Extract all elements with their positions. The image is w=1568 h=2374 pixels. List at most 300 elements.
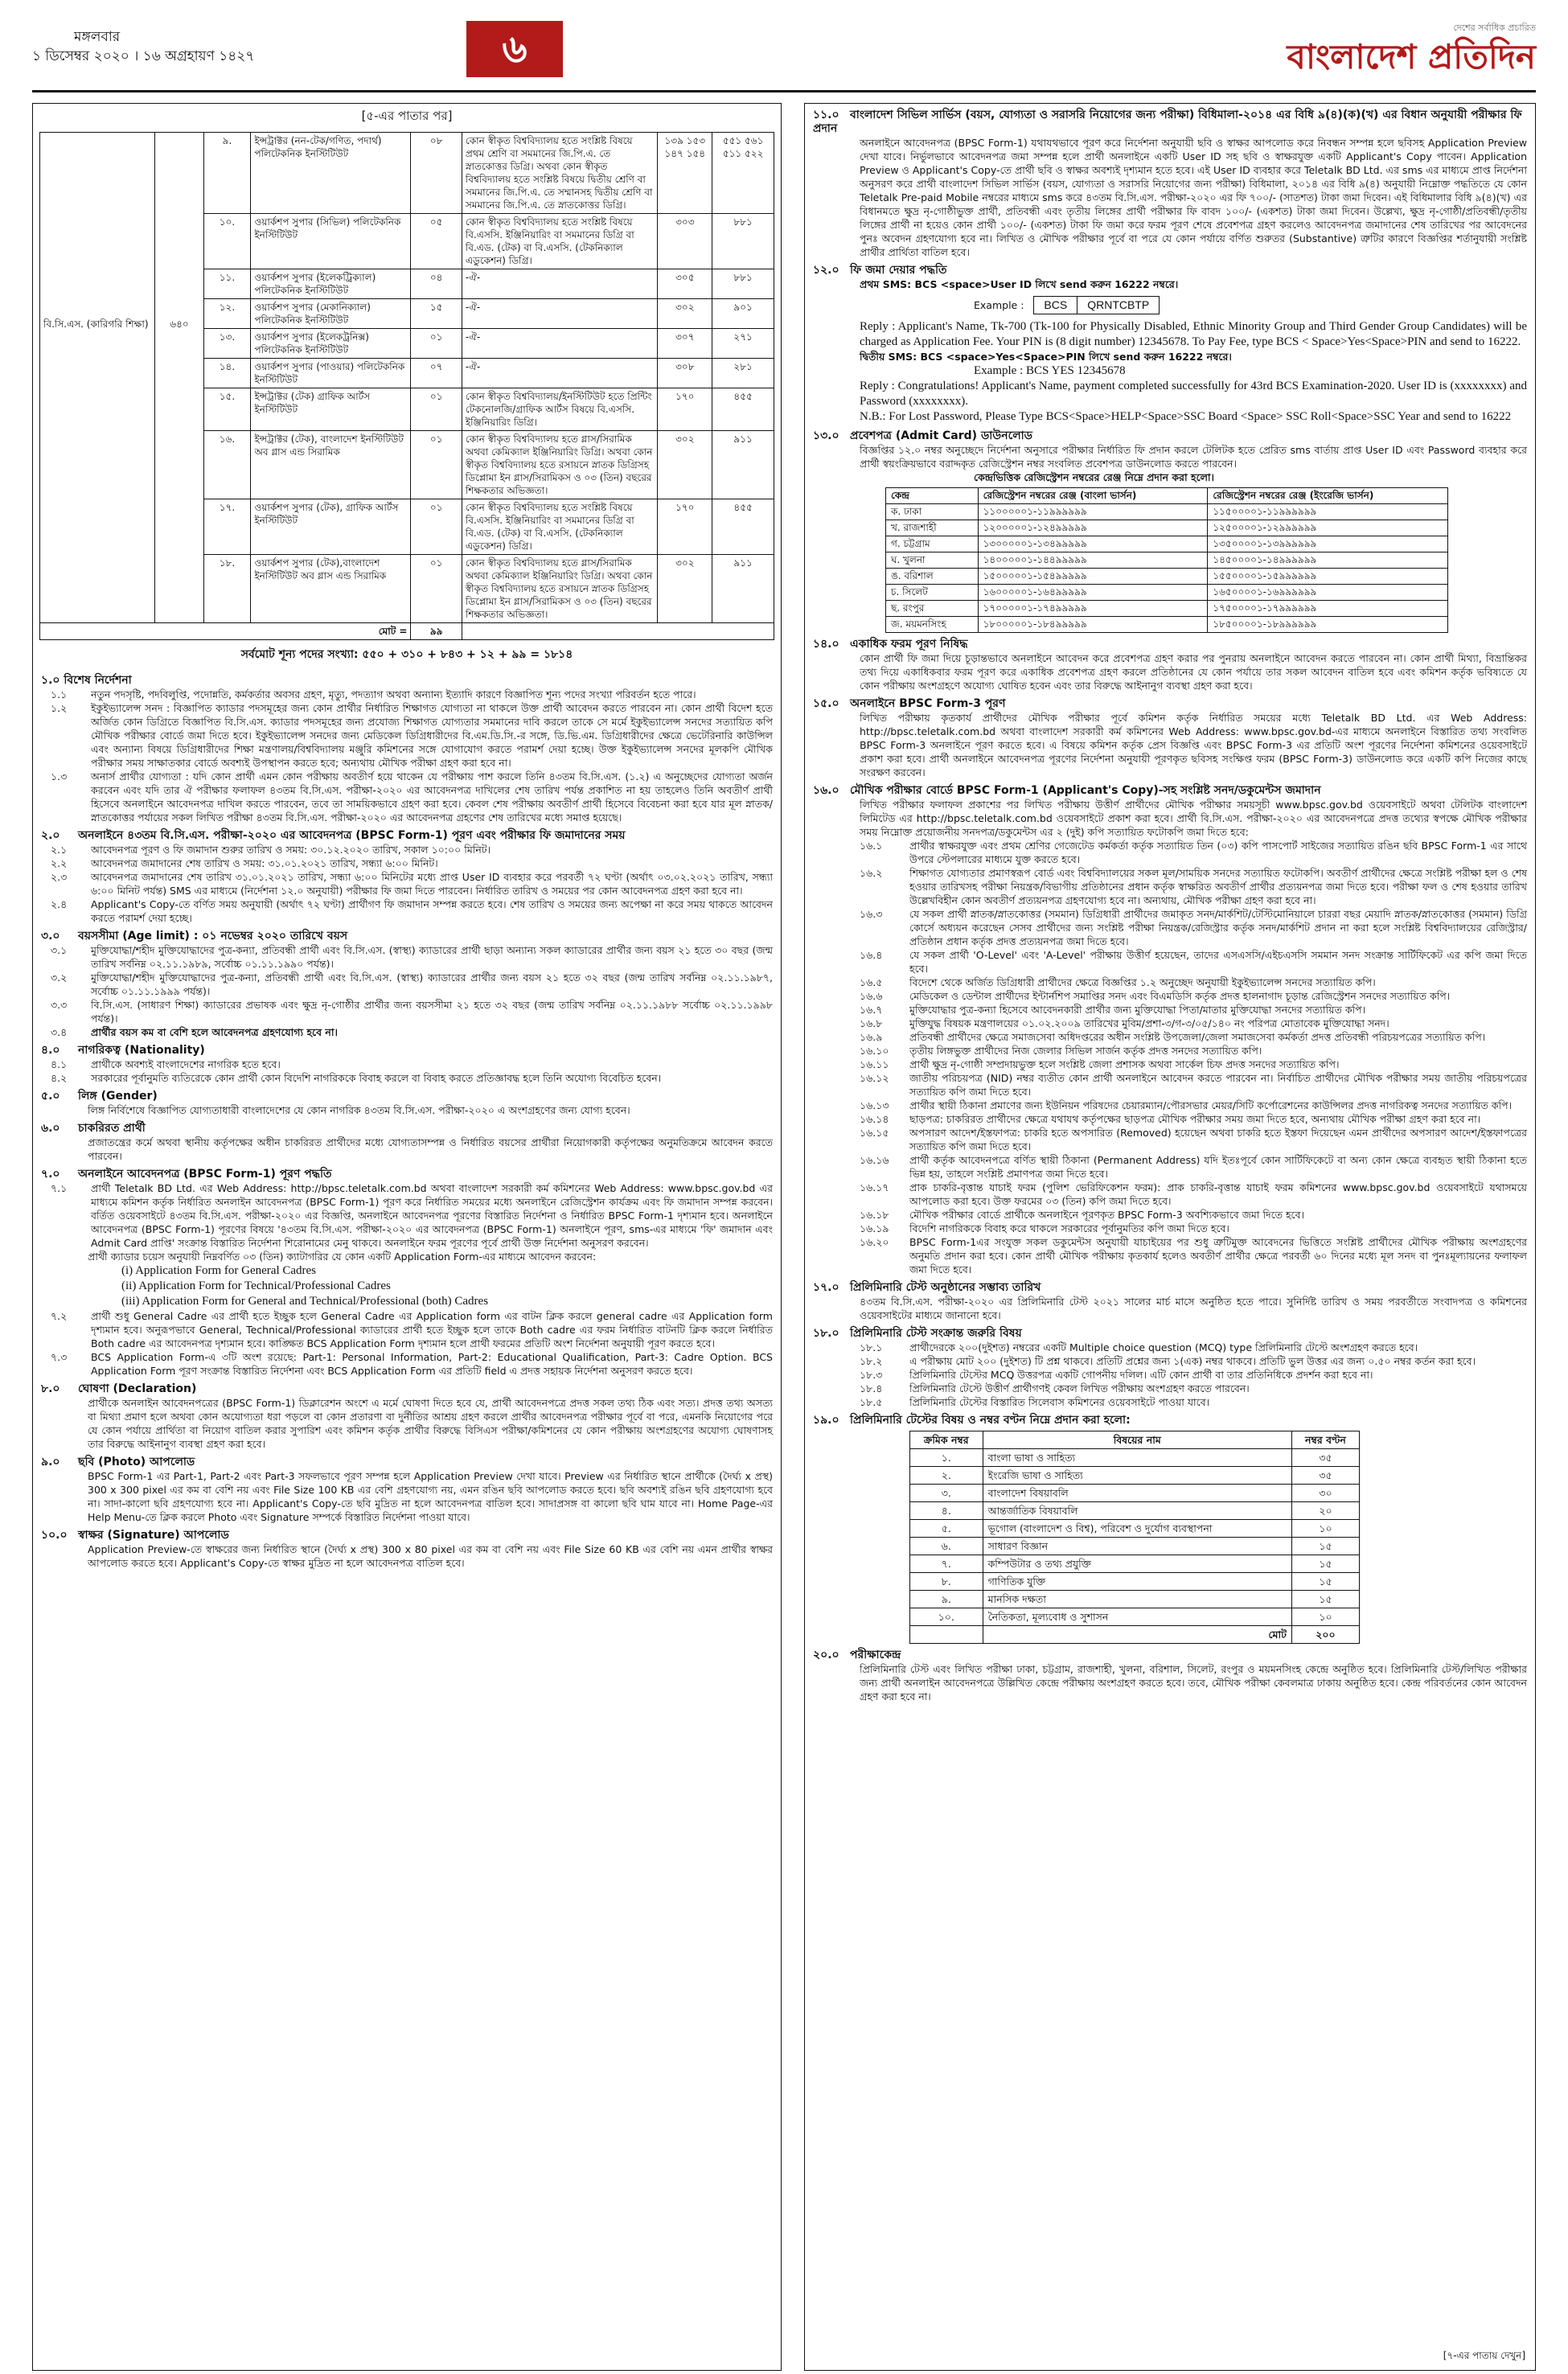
subject-cell: নৈতিকতা, মূল্যবোধ ও সুশাসন <box>983 1608 1291 1626</box>
table-row <box>886 552 1448 569</box>
qualification-cell: কোন স্বীকৃত বিশ্ববিদ্যালয়/ইনস্টিটিউট হতে প্রিন্টিং টেকনোলজি/গ্রাফিক আর্টস বিষয়ে বি.এসসি. ইঞ্জিনিয়ারিং ডিগ্রি। <box>462 388 658 431</box>
example-code-2: QRNTCBTP <box>1077 296 1160 314</box>
list-item <box>813 1235 1527 1276</box>
section-heading: অনলাইনে BPSC Form-3 পূরণ <box>850 697 1006 710</box>
subject-cell: ৮. <box>910 1573 983 1591</box>
cadre-name: বি.সি.এস. (কারিগরি শিক্ষা) <box>43 318 149 330</box>
item-text: প্রিলিমিনারি টেস্টের বিস্তারিত সিলেবাস কমিশনের ওয়েবসাইটে পাওয়া যাবে। <box>909 1396 1210 1408</box>
right-column <box>804 103 1536 2371</box>
item-text: BPSC Form-1এর সংযুক্ত সকল ডকুমেন্টস অনুযায়ী যাচাইয়ের পর শুধু ত্রুটিমুক্ত আবেদনের ভিত্তিতে সংশ্লিষ্ট প্রার্থীদের মৌখিক পরীক্ষায় অংশগ্রহণের অনুমতি প্রদান করা হবে। কোন প্রার্থী মৌখিক পরীক্ষায় কৃতকার্য হলেও অবতীর্ণ প্রার্থীর ক্ষেত্রে পরবর্তী ৬০ দিনের মধ্যে মূল সনদ বা পুনঃমূল্যায়নের ফলাফল জমা দিতে হবে। <box>909 1236 1527 1275</box>
post-count-cell: ০১ <box>411 388 462 431</box>
item-number: ১৬.২০ <box>860 1236 889 1248</box>
list-item <box>813 1153 1527 1181</box>
range-cell: ঘ. খুলনা <box>886 552 979 569</box>
subject-cell: বাংলা ভাষা ও সাহিত্য <box>983 1449 1291 1467</box>
item-text: ছাড়পত্র: চাকরিরত প্রার্থীদের ক্ষেত্রে যথাযথ কর্তৃপক্ষের ছাড়পত্র মৌখিক পরীক্ষার সময় জমা দিতে হবে, অন্যথায় মৌখিক পরীক্ষা গ্রহণ করা হবে না। <box>909 1113 1481 1125</box>
list-item <box>813 1126 1527 1153</box>
page-number-badge: ৬ <box>466 21 563 77</box>
section-heading: একাধিক ফরম পূরণ নিষিদ্ধ <box>850 638 968 651</box>
subtotal-row <box>40 623 774 640</box>
item-text: প্রার্থীর স্থায়ী ঠিকানা প্রমাণের জন্য ইউনিয়ন পরিষদের চেয়ারম্যান/পৌরসভার মেয়র/সিটি কর্পোরেশনের কাউন্সিলর প্রদত্ত নাগরিকত্ব সনদের সত্যায়িত কপি। <box>909 1099 1513 1111</box>
range-cell: ১৪৫০০০০১-১৪৯৯৯৯৯৯ <box>1208 552 1448 569</box>
item-number: ১৬.১০ <box>860 1045 889 1057</box>
range-cell: ১৩০০০০০১-১৩৪৯৯৯৯৯ <box>978 536 1208 552</box>
qualification-cell: কোন স্বীকৃত বিশ্ববিদ্যালয় হতে সংশ্লিষ্ট বিষয়ে বি.এসসি. ইঞ্জিনিয়ারিং বা সমমানের ডিগ্রি বা বি.এড. (টেক) বা বি.এসসি. (টেকনিক্যাল এডুকেশন) ডিগ্রি। <box>462 214 658 269</box>
range-cell: ক. ঢাকা <box>886 504 979 520</box>
para-14: কোন প্রার্থী ফি জমা দিয়ে চূড়ান্তভাবে অনলাইনে আবেদন করে প্রবেশপত্র গ্রহণ করার পর পুনরায় অনলাইনে আবেদন করতে পারবেন না। কোন প্রার্থী মিথ্যা, বিভ্রান্তিকর তথ্য দিয়ে একাধিকবার ফরম পূরণ করে একাধিক প্রবেশপত্র গ্রহণ করলে প্রতিষ্ঠানের যে কোন পর্যায়ে তার সকল আবেদন বাতিল হবে এবং কমিশন কর্তৃক ভবিষ্যতে যে কোন পরীক্ষায় অংশগ্রহণে অযোগ্য ঘোষিত হবেন এবং তার বিরুদ্ধে আইনানুগ ব্যবস্থা গ্রহণ করা হবে। <box>860 652 1527 692</box>
code-b-cell: ৫৫১ ৫৬১ ৫১১ ৫২২ <box>712 133 774 214</box>
para-3-4: প্রার্থীর বয়স কম বা বেশি হলে আবেদনপত্র গ্রহণযোগ্য হবে না। <box>91 1026 338 1038</box>
date-line: ১ ডিসেম্বর ২০২০ । ১৬ অগ্রহায়ণ ১৪২৭ <box>32 48 255 64</box>
code-b-cell: ৯১১ <box>712 431 774 499</box>
post-count-cell: ০১ <box>411 329 462 359</box>
post-count-cell: ০৫ <box>411 214 462 269</box>
item-number: ১৬.১৪ <box>860 1113 889 1125</box>
list-item <box>813 1354 1527 1368</box>
para-7-3: BCS Application Form-এ ৩টি অংশ রয়েছে: Part-1: Personal Information, Part-2: Educational Qualification, Part-3: Cadre Option. BCS Application Form পূরণ সংক্রান্ত বিস্তারিত নির্দেশনা এবং BCS Application Form এর প্রতিটি field এ প্রদত্ত সহায়ক নির্দেশনা অনুসরণ করতে হবে। <box>91 1351 773 1377</box>
serial-cell: ১০. <box>203 214 251 269</box>
cadre-name-cell <box>40 133 155 623</box>
code-b-cell: ৪৫৫ <box>712 388 774 431</box>
post-count-cell: ০১ <box>411 555 462 623</box>
form-option: (ii) Application Form for Technical/Professional Cadres <box>121 1279 391 1292</box>
code-a-cell: ৩০২ <box>658 299 712 329</box>
item-number: ১৬.৩ <box>860 908 883 920</box>
lost-password-note: N.B.: For Lost Password, Please Type BCS<Space>HELP<Space>SSC Board <Space> SSC Roll<Space>SSC Year and send to 16222 <box>860 410 1512 423</box>
code-a-cell: ৩০৭ <box>658 329 712 359</box>
post-count-cell: ০৭ <box>411 359 462 388</box>
subject-cell: ১০ <box>1291 1520 1359 1538</box>
para-16: লিখিত পরীক্ষার ফলাফল প্রকাশের পর লিখিত পরীক্ষায় উত্তীর্ণ প্রার্থীদের মৌখিক পরীক্ষার সময়সূচী www.bpsc.gov.bd ওয়েবসাইটে অথবা টেলিটক বাংলাদেশ লিমিটেড এর http://bpsc.teletalk.com.bd ওয়েবসাইটে প্রকাশ করা হবে। প্রার্থী বি.সি.এস. পরীক্ষা-২০২০ এর আবেদনপত্রে প্রদত্ত তথ্যের স্বপক্ষে মৌখিক পরীক্ষার সময় নিম্নোক্ত প্রয়োজনীয় সনদপত্র/ডকুমেন্টস এর ২ (দুই) কপি সত্যায়িত ফটোকপি জমা দিতে হবে: <box>860 799 1527 838</box>
section-heading: নাগরিকত্ব (Nationality) <box>78 1044 205 1057</box>
item-number: ১৮.১ <box>860 1341 883 1353</box>
section-heading: ১.০ বিশেষ নির্দেশনা <box>41 674 132 687</box>
document-list <box>813 839 1527 1276</box>
table-row <box>886 617 1448 633</box>
subject-cell: গাণিতিক যুক্তি <box>983 1573 1291 1591</box>
second-sms: দ্বিতীয় SMS: BCS <space>Yes<Space>PIN লিখে send করুন 16222 নম্বরে। <box>860 351 1232 363</box>
para-13: বিজ্ঞপ্তির ১২.০ নম্বর অনুচ্ছেদে নির্দেশনা অনুসারে পরীক্ষার নির্ধারিত ফি প্রদান করলে টেলিটক হতে প্রেরিত sms বার্তায় প্রাপ্ত User ID এবং Password ব্যবহার করে প্রার্থী স্বয়ংক্রিয়ভাবে বরাদ্দকৃত রেজিস্ট্রেশন নম্বর সংবলিত প্রবেশপত্র ডাউনলোড করতে পারবেন। <box>860 444 1527 470</box>
para-2-2: আবেদনপত্র জমাদানের শেষ তারিখ ও সময়: ৩১.০১.২০২১ তারিখ, সন্ধ্যা ৬:০০ মিনিট। <box>91 857 438 869</box>
post-name-cell: ইন্সট্রাক্টর (টেক) গ্রাফিক আর্টস ইনস্টিটিউট <box>251 388 411 431</box>
subject-cell: ৪. <box>910 1502 983 1520</box>
logo-tagline: দেশের সর্বাধিক প্রচারিত <box>1453 23 1536 33</box>
sms-reply-1: Reply : Applicant's Name, Tk-700 (Tk-100 for Physically Disabled, Ethnic Minority Group and Third Gender Group Candidates) will be charged as Application Fee. Your PIN is (8 digit number) 12345678. To Pay Fee, type BCS < Space>Yes<Space>PIN and send to 16222. <box>860 320 1527 348</box>
section-heading: ছবি (Photo) আপলোড <box>78 1456 195 1468</box>
table-row <box>886 601 1448 617</box>
para-4-2: সরকারের পূর্বানুমতি ব্যতিরেকে কোন প্রার্থী কোন বিদেশি নাগরিককে বিবাহ করলে বা বিবাহ করতে প্রতিজ্ঞাবদ্ধ হলে তিনি অযোগ্য বিবেচিত হবেন। <box>91 1072 662 1084</box>
range-cell: চ. সিলেট <box>886 585 979 601</box>
range-cell: গ. চট্টগ্রাম <box>886 536 979 552</box>
serial-cell: ১৪. <box>203 359 251 388</box>
post-count-cell: ১৫ <box>411 299 462 329</box>
subject-cell: ৯. <box>910 1591 983 1608</box>
subtotal-value: ৯৯ <box>411 623 462 640</box>
list-item <box>813 1395 1527 1409</box>
item-number: ১৬.১১ <box>860 1058 889 1070</box>
post-count-cell: ০৮ <box>411 133 462 214</box>
range-cell: ছ. রংপুর <box>886 601 979 617</box>
range-cell: ১৫০০০০০১-১৫৪৯৯৯৯৯ <box>978 569 1208 585</box>
code-a-cell: ৩০৫ <box>658 269 712 299</box>
item-text: অপসারণ আদেশ/ইস্তফাপত্র: চাকরি হতে অপসারিত (Removed) হয়েছেন অথবা চাকরি হতে ইস্তফা দিয়েছেন এমন প্রার্থীদের অপসারণ আদেশ/ইস্তফাপত্রের সত্যায়িত কপি জমা দিতে হবে। <box>909 1127 1527 1152</box>
code-b-cell: ২৮১ <box>712 359 774 388</box>
para-8: প্রার্থীকে অনলাইন আবেদনপত্রের (BPSC Form-1) ডিক্লারেশন অংশে এ মর্মে ঘোষণা দিতে হবে যে, প্রার্থী আবেদনপত্রে প্রদত্ত সকল তথ্য ঠিক এবং সত্য। প্রদত্ত তথ্য অসত্য বা মিথ্যা প্রমাণ হলে অথবা কোন অযোগ্যতা ধরা পড়লে বা কোন প্রতারণা বা দুর্নীতির আশ্রয় গ্রহণ করলে প্রার্থীর আবেদনপত্র পরীক্ষার পূর্বে বা পরে, এমনকি নিয়োগের পরে যে কোন পর্যায়ে প্রার্থিতা বা নিয়োগ বাতিল করার সুপারিশ এবং কমিশন কর্তৃক প্রার্থীর বিরুদ্ধে বিসিএস পরীক্ষা/কমিশনের যে কোন পরীক্ষায় অংশগ্রহণের অযোগ্য ঘোষণাসহ তার বিরুদ্ধে আইনানুগ ব্যবস্থা গ্রহণ করা হবে। <box>88 1397 773 1450</box>
item-number: ১৬.১৩ <box>860 1099 889 1111</box>
sms-example <box>813 296 1527 314</box>
subject-column-header: ক্রমিক নম্বর <box>910 1431 983 1449</box>
qualification-cell: কোন স্বীকৃত বিশ্ববিদ্যালয় হতে গ্লাস/সিরামিক অথবা কেমিক্যাল ইঞ্জিনিয়ারিং ডিগ্রি। অথবা কোন স্বীকৃত বিশ্ববিদ্যালয় হতে রসায়নে স্নাতক ডিগ্রিসহ ডিপ্লোমা ইন গ্লাস/সিরামিকস ও ০৩ (তিন) বছরের শিক্ষকতার অভিজ্ঞতা। <box>462 431 658 499</box>
item-number: ১৬.২ <box>860 867 883 879</box>
serial-cell: ৯. <box>203 133 251 214</box>
prelim-list <box>813 1341 1527 1409</box>
para-17: ৪৩তম বি.সি.এস. পরীক্ষা-২০২০ এর প্রিলিমিনারি টেস্ট ২০২১ সালের মার্চ মাসে অনুষ্ঠিত হতে পারে। সুনির্দিষ্ট তারিখ ও সময় পরবর্তীতে সংবাদপত্র ও কমিশনের ওয়েবসাইটের মাধ্যমে জানানো হবে। <box>860 1296 1527 1321</box>
serial-cell: ১৭. <box>203 499 251 555</box>
masthead <box>32 21 1536 85</box>
range-cell: ১৩৫০০০০১-১৩৯৯৯৯৯৯ <box>1208 536 1448 552</box>
subject-total-value: ২০০ <box>1291 1626 1359 1644</box>
item-text: প্রার্থীদেরকে ২০০(দুইশত) নম্বরের একটি Multiple choice question (MCQ) type প্রিলিমিনারি টেস্টে অংশগ্রহণ করতে হবে। <box>909 1341 1418 1353</box>
subject-cell: সাধারণ বিজ্ঞান <box>983 1538 1291 1555</box>
range-cell: ১১০০০০০১-১১৯৯৯৯৯৯ <box>978 504 1208 520</box>
item-number: ১৮.৫ <box>860 1396 883 1408</box>
para-2-1: আবেদনপত্র পূরণ ও ফি জমাদান শুরুর তারিখ ও সময়: ৩০.১২.২০২০ তারিখ, সকাল ১০:০০ মিনিট। <box>91 844 491 856</box>
post-name-cell: ইন্সট্রাক্টর (টেক), বাংলাদেশ ইনস্টিটিউট অব গ্লাস এন্ড সিরামিক <box>251 431 411 499</box>
subject-cell: কম্পিউটার ও তথ্য প্রযুক্তি <box>983 1555 1291 1573</box>
post-name-cell: ওয়ার্কশপ সুপার (টেক), গ্রাফিক আর্টস ইনস্টিটিউট <box>251 499 411 555</box>
subject-column-header: বিষয়ের নাম <box>983 1431 1291 1449</box>
post-name-cell: ওয়ার্কশপ সুপার (মেকানিক্যাল) পলিটেকনিক ইনস্টিটিউট <box>251 299 411 329</box>
list-item <box>813 1208 1527 1222</box>
para-7-list-intro: প্রার্থী ক্যাডার চয়েস অনুযায়ী নিম্নবর্ণিত ০৩ (তিন) ক্যাটাগরির যে কোন একটি Application Form-এর মাধ্যমে আবেদন করবেন: <box>88 1251 597 1263</box>
list-item <box>813 1368 1527 1382</box>
item-text: বিদেশি নাগরিককে বিবাহ করে থাকলে সরকারের পূর্বানুমতির কপি জমা দিতে হবে। <box>909 1222 1229 1234</box>
serial-cell: ১২. <box>203 299 251 329</box>
form-option: (iii) Application Form for General and Technical/Professional (both) Cadres <box>121 1295 489 1308</box>
subtotal-empty <box>462 623 774 640</box>
table-row <box>910 1591 1360 1608</box>
subject-marks-table <box>909 1431 1360 1644</box>
subject-cell: ৩৫ <box>1291 1467 1359 1485</box>
para-3-2: মুক্তিযোদ্ধা/শহীদ মুক্তিযোদ্ধাদের পুত্র-কন্যা, প্রতিবন্ধী প্রার্থী এবং বি.সি.এস. (স্বাস্থ্য) ক্যাডারের প্রার্থীর জন্য বয়স ২১ হতে ৩২ বছর (জন্ম তারিখ সর্বনিম্ন ০২.১১.১৯৮৭, সর্বোচ্চ ০১.১১.১৯৯৯ পর্যন্ত)। <box>91 971 773 997</box>
section-heading: প্রিলিমিনারি টেস্ট সংক্রান্ত জরুরি বিষয় <box>850 1327 1022 1340</box>
para-6: প্রজাতন্ত্রের কর্মে অথবা স্থানীয় কর্তৃপক্ষের অধীন চাকরিরত প্রার্থীদের মধ্যে যোগ্যতাসম্পন্ন ও নির্ধারিত বয়সের প্রার্থীরা নিয়োগকারী কর্তৃপক্ষের অনুমতিক্রমে আবেদন করতে পারবেন। <box>88 1136 773 1162</box>
subject-cell: ১৫ <box>1291 1591 1359 1608</box>
list-item <box>813 907 1527 948</box>
section-heading: বাংলাদেশ সিভিল সার্ভিস (বয়স, যোগ্যতা ও সরাসরি নিয়োগের জন্য পরীক্ষা) বিধিমালা-২০১৪ এর বিধি ৯(৪)(ক)(খ) এর বিধান অনুযায়ী পরীক্ষার ফি প্রদান <box>813 109 1522 135</box>
item-number: ১৬.৮ <box>860 1017 883 1029</box>
para-1-1: নতুন পদসৃষ্টি, পদবিলুপ্তি, পদোন্নতি, কর্মকর্তার অবসর গ্রহণ, মৃত্যু, পদত্যাগ অথবা অন্যান্য ইত্যাদি কারণে বিজ্ঞাপিত শূন্য পদের সংখ্যা পরিবর্তন হতে পারে। <box>91 688 696 700</box>
range-cell: ১৮০০০০০১-১৮৪৯৯৯৯৯ <box>978 617 1208 633</box>
table-row <box>886 504 1448 520</box>
first-sms: প্রথম SMS: BCS <space>User ID লিখে send করুন 16222 নম্বরে। <box>860 278 1179 290</box>
item-text: এ পরীক্ষায় মোট ২০০ (দুইশত) টি প্রশ্ন থাকবে। প্রতিটি প্রশ্নের জন্য ১(এক) নম্বর থাকবে। প্রতিটি ভুল উত্তর এর জন্য ০.৫০ নম্বর কর্তন করা হবে। <box>909 1355 1476 1367</box>
section-heading: স্বাক্ষর (Signature) আপলোড <box>78 1529 229 1542</box>
list-item <box>813 1181 1527 1208</box>
table-row <box>886 520 1448 536</box>
item-text: যে সকল প্রার্থী 'O-Level' এবং 'A-Level' পরীক্ষায় উত্তীর্ণ হয়েছেন, তাদের এসএসসি/এইচএসসি সমমান সনদ সংক্রান্ত সার্টিফিকেট এর কপি জমা দিতে হবে। <box>909 949 1527 975</box>
range-column-header: কেন্দ্র <box>886 488 979 504</box>
section-heading: প্রিলিমিনারি টেস্ট অনুষ্ঠানের সম্ভাব্য তারিখ <box>850 1281 1041 1294</box>
range-cell: জ. ময়মনসিংহ <box>886 617 979 633</box>
section-heading: ঘোষণা (Declaration) <box>78 1382 197 1395</box>
item-text: প্রিলিমিনারি টেস্টের MCQ উত্তরপত্র একটি গোপনীয় দলিল। এটি কোন প্রার্থী বা তার প্রতিনিধিকে প্রদর্শন করা হবে না। <box>909 1369 1373 1381</box>
range-cell: ১২৫০০০০১-১২৯৯৯৯৯৯ <box>1208 520 1448 536</box>
section-heading: অনলাইনে ৪৩তম বি.সি.এস. পরীক্ষা-২০২০ এর আবেদনপত্র (BPSC Form-1) পূরণ এবং পরীক্ষার ফি জমাদানের সময় <box>78 829 626 842</box>
list-item <box>813 1341 1527 1354</box>
para-1-2: ইকুইভ্যালেন্স সনদ : বিজ্ঞাপিত ক্যাডার পদসমূহের জন্য কোন প্রার্থীর নির্ধারিত শিক্ষাগত যোগ্যতা না থাকলে উক্ত প্রার্থী আবেদন করতে পারবেন না। কোন প্রার্থী বিদেশ হতে অর্জিত কোন ডিগ্রিতে বিজ্ঞাপিত বি.সি.এস. ক্যাডার পদসমূহের জন্য প্রযোজ্য শিক্ষাগত যোগ্যতার সমমানের দাবি করলে তাকে সে মর্মে ইকুইভ্যালেন্স সনদের সত্যায়িত কপি মৌখিক পরীক্ষার বোর্ডে জমা দিতে হবে। ইকুইভ্যালেন্স সনদের জন্য মেডিকেল ডিগ্রিধারীদের বি.এম.ডি.সি.-র সঙ্গে, ডি.ভি.এম. ডিগ্রিধারীদের ক্ষেত্রে ভেটেরিনারি কাউন্সিল এবং অন্যান্য বিষয়ে ডিগ্রিধারীদের শিক্ষা মন্ত্রণালয়/বিশ্ববিদ্যালয় মঞ্জুরি কমিশনের সঙ্গে যোগাযোগ করতে পরামর্শ দেয়া হচ্ছে। উক্ত ইকুইভ্যালেন্স সনদের মূলকপি মৌখিক পরীক্ষার সময় সাক্ষাতকার বোর্ডে অবশ্যই উপস্থাপন করতে হবে; অন্যথায় মৌখিক পরীক্ষা গ্রহণ করা হবে না। <box>91 702 773 769</box>
subject-cell: ২০ <box>1291 1502 1359 1520</box>
registration-range-table <box>885 487 1448 633</box>
section-heading: অনলাইনে আবেদনপত্র (BPSC Form-1) পূরণ পদ্ধতি <box>78 1168 332 1181</box>
para-3-1: মুক্তিযোদ্ধা/শহীদ মুক্তিযোদ্ধাদের পুত্র-কন্যা, প্রতিবন্ধী প্রার্থী এবং বি.সি.এস. (স্বাস্থ্য) ক্যাডারের প্রার্থী ছাড়া অন্যান্য সকল ক্যাডারের প্রার্থীর জন্য বয়স ২১ হতে ৩০ বছর (জন্ম তারিখ সর্বনিম্ন ০২.১১.১৯৮৯, সর্বোচ্চ ০১.১১.১৯৯০ পর্যন্ত)। <box>91 944 773 970</box>
section-heading: লিঙ্গ (Gender) <box>78 1090 158 1103</box>
item-text: তৃতীয় লিঙ্গভুক্ত প্রার্থীদের নিজ জেলার সিভিল সার্জন কর্তৃক প্রদত্ত সনদের সত্যায়িত কপি। <box>909 1045 1262 1057</box>
subject-cell: মানসিক দক্ষতা <box>983 1591 1291 1608</box>
code-b-cell: ৪৫৫ <box>712 499 774 555</box>
table-row <box>886 536 1448 552</box>
subject-cell: ইংরেজি ভাষা ও সাহিত্য <box>983 1467 1291 1485</box>
serial-cell: ১৫. <box>203 388 251 431</box>
qualification-cell: কোন স্বীকৃত বিশ্ববিদ্যালয় হতে সংশ্লিষ্ট বিষয়ে বি.এসসি. ইঞ্জিনিয়ারিং বা সমমানের ডিগ্রি বা বি.এড. (টেক) বা বি.এসসি. (টেকনিক্যাল এডুকেশন) ডিগ্রি। <box>462 499 658 555</box>
table-row <box>910 1449 1360 1467</box>
code-b-cell: ৯১১ <box>712 555 774 623</box>
post-name-cell: ওয়ার্কশপ সুপার (টেক),বাংলাদেশ ইনস্টিটিউট অব গ্লাস এন্ড সিরামিক <box>251 555 411 623</box>
code-a-cell: ১৩৯ ১৫৩ ১৪৭ ১৫৪ <box>658 133 712 214</box>
continued-from: [৫-এর পাতার পর] <box>361 109 453 123</box>
range-cell: ১১৫০০০০১-১১৯৯৯৯৯৯ <box>1208 504 1448 520</box>
item-number: ১৬.১৮ <box>860 1209 889 1221</box>
subject-cell: ১৫ <box>1291 1555 1359 1573</box>
table-row <box>910 1467 1360 1485</box>
subject-cell: ৭. <box>910 1555 983 1573</box>
table-row <box>910 1485 1360 1502</box>
item-number: ১৮.৪ <box>860 1382 883 1394</box>
range-cell: খ. রাজশাহী <box>886 520 979 536</box>
range-column-header: রেজিস্ট্রেশন নম্বরের রেঞ্জ (বাংলা ভার্সন) <box>978 488 1208 504</box>
post-name-cell: ওয়ার্কশপ সুপার (সিভিল) পলিটেকনিক ইনস্টিটিউট <box>251 214 411 269</box>
table-row <box>886 585 1448 601</box>
para-10: Application Preview-তে স্বাক্ষরের জন্য নির্ধারিত স্থানে (দৈর্ঘ্য x প্রস্থ) 300 x 80 pixel এর কম বা বেশি নয় এবং File Size 60 KB এর বেশি নয় এমন প্রার্থীর স্বাক্ষর আপলোড করতে হবে। Applicant's Copy-তে স্বাক্ষর মুদ্রিত না হলে আবেদনপত্র বাতিল হবে। <box>88 1543 773 1569</box>
subject-cell: ৩. <box>910 1485 983 1502</box>
para-4-1: প্রার্থীকে অবশ্যই বাংলাদেশের নাগরিক হতে হবে। <box>91 1058 281 1070</box>
item-number: ১৮.৩ <box>860 1369 883 1381</box>
subject-cell: আন্তর্জাতিক বিষয়াবলি <box>983 1502 1291 1520</box>
post-name-cell: ওয়ার্কশপ সুপার (পাওয়ার) পলিটেকনিক ইনস্টিটিউট <box>251 359 411 388</box>
range-table-title: কেন্দ্রভিত্তিক রেজিস্ট্রেশন নম্বরের রেঞ্জ নিম্নে প্রদান করা হলো। <box>974 471 1215 483</box>
list-item <box>813 989 1527 1003</box>
newspaper-logo <box>1287 21 1536 78</box>
subject-cell: ১৫ <box>1291 1573 1359 1591</box>
qualification-cell: কোন স্বীকৃত বিশ্ববিদ্যালয় হতে গ্লাস/সিরামিক অথবা কেমিক্যাল ইঞ্জিনিয়ারিং ডিগ্রি। অথবা কোন স্বীকৃত বিশ্ববিদ্যালয় হতে রসায়নে স্নাতক ডিগ্রিসহ ডিপ্লোমা ইন গ্লাস/সিরামিকস ও ০৩ (তিন) বছরের শিক্ষকতার অভিজ্ঞতা। <box>462 555 658 623</box>
item-number: ১৬.১৫ <box>860 1127 889 1139</box>
para-1-3: অনার্স প্রার্থীর যোগ্যতা : যদি কোন প্রার্থী এমন কোন পরীক্ষায় অবতীর্ণ হয়ে থাকেন যে পরীক্ষায় পাশ করলে তিনি ৪৩তম বি.সি.এস. (১.২) এ অনুচ্ছেদের যোগ্যতা অর্জন করবেন এবং যদি তার ঐ পরীক্ষার ফলাফল ৪৩তম বি.সি.এস. পরীক্ষা-২০২০ এর আবেদনপত্র দাখিলের শেষ তারিখ পর্যন্ত প্রকাশিত না হয় তাহলেও তিনি অবতীর্ণ প্রার্থী হিসেবে অনলাইনে আবেদনপত্র দাখিল করতে পারবেন, তবে তা সাময়িকভাবে গ্রহণ করা হবে। কেবল শেষ পরীক্ষায় অবতীর্ণ প্রার্থী হিসেবে বিবেচনা করা হবে যার মূল স্নাতক/স্নাতকোত্তর পর্যায়ের সকল লিখিত পরীক্ষা ৪৩তম বি.সি.এস. পরীক্ষা-২০২০ এর আবেদনপত্র গ্রহণের শেষ তারিখের মধ্যে সমাপ্ত হয়েছে। <box>91 770 773 824</box>
list-item <box>813 1044 1527 1058</box>
item-number: ১৬.১৬ <box>860 1154 889 1166</box>
code-a-cell: ৩০২ <box>658 431 712 499</box>
left-column <box>32 103 782 2371</box>
item-number: ১৮.২ <box>860 1355 883 1367</box>
code-a-cell: ৩০২ <box>658 555 712 623</box>
code-b-cell: ২৭১ <box>712 329 774 359</box>
subject-cell: ১. <box>910 1449 983 1467</box>
post-name-cell: ইন্সট্রাক্টর (নন-টেক/গণিত, পদার্থ) পলিটেকনিক ইনস্টিটিউট <box>251 133 411 214</box>
range-column-header: রেজিস্ট্রেশন নম্বরের রেঞ্জ (ইংরেজি ভার্সন) <box>1208 488 1448 504</box>
para-5: লিঙ্গ নির্বিশেষে বিজ্ঞাপিত যোগ্যতাধারী বাংলাদেশের যে কোন নাগরিক ৪৩তম বি.সি.এস. পরীক্ষা-২০২০ এ অংশগ্রহণের জন্য যোগ্য হবেন। <box>88 1104 630 1116</box>
grand-total: সর্বমোট শূন্য পদের সংখ্যা: ৫৫০ + ৩১০ + ৮৪৩ + ১২ + ৯৯ = ১৮১৪ <box>240 648 573 661</box>
table-row <box>910 1502 1360 1520</box>
example-code-1: BCS <box>1033 296 1077 314</box>
cadre-code-cell <box>155 133 203 623</box>
para-9: BPSC Form-1 এর Part-1, Part-2 এবং Part-3 সফলভাবে পূরণ সম্পন্ন হলে Application Preview দেখা যাবে। Preview এর নির্ধারিত স্থানে প্রার্থীকে (দৈর্ঘ্য x প্রস্থ) 300 x 300 pixel এর কম বা বেশি নয় এবং File Size 100 KB এর বেশি গ্রহণযোগ্য নয়, এমন রঙিন ছবি আপলোড করতে হবে। ছবি অবশ্যই রঙিন ছবি গ্রহণযোগ্য হবে না। সাদা-কালো ছবি গ্রহণযোগ্য হবে না। Applicant's Copy-তে ছবি মুদ্রিত না হলে আবেদনপত্র বাতিল হবে। সাদাপ্রসঙ্গ বা কালো ছবি ঘাম যাবে না। Home Page-এর Help Menu-তে ক্লিক করলে Photo এবং Signature সম্পর্কে বিস্তারিত নির্দেশনা পাওয়া যাবে। <box>88 1470 773 1523</box>
sms-example-2: Example : BCS YES 12345678 <box>974 364 1126 377</box>
subject-column-header: নম্বর বণ্টন <box>1291 1431 1359 1449</box>
section-heading: প্রিলিমিনারি টেস্টের বিষয় ও নম্বর বণ্টন নিম্নে প্রদান করা হলো: <box>850 1414 1131 1427</box>
subject-total-label: মোট <box>983 1626 1291 1644</box>
item-number: ১৬.৯ <box>860 1031 883 1043</box>
weekday: মঙ্গলবার <box>74 29 121 45</box>
continued-next: [৭-এর পাতায় দেখুন] <box>1443 2350 1525 2361</box>
list-item <box>813 839 1527 866</box>
table-row <box>910 1520 1360 1538</box>
list-item <box>813 1071 1527 1099</box>
code-b-cell: ৮৮১ <box>712 214 774 269</box>
qualification-cell: -ঐ- <box>462 359 658 388</box>
item-text: প্রার্থীর স্বাক্ষরযুক্ত এবং প্রথম শ্রেণির গেজেটেড কর্মকর্তা কর্তৃক সত্যায়িত তিন (০৩) কপি পাসপোর্ট সাইজের সত্যায়িত রঙিন ছবি BPSC Form-1 এর সাথে উপরে স্টেপলারের মাধ্যমে যুক্ত করতে হবে। <box>909 840 1527 865</box>
section-11: ১১.০ বাংলাদেশ সিভিল সার্ভিস (বয়স, যোগ্যতা ও সরাসরি নিয়োগের জন্য পরীক্ষা) বিধিমালা-২০১৪ এর বিধি ৯(৪)(ক)(খ) এর বিধান অনুযায়ী পরীক্ষার ফি প্রদান অনলাইনে আবেদনপত্র (BPSC Form-1) যথাযথভাবে পূরণ করে নির্দেশনা অনুযায়ী ছবি ও স্বাক্ষর আপলোড করে নিবন্ধন সম্পন্ন হলে ছবিসহ Application Preview দেখা যাবে। নির্ভুলভাবে আবেদনপত্র জমা সম্পন্ন হলে প্রার্থী অনলাইনে একটি User ID সহ ছবি ও স্বাক্ষরযুক্ত একটি Applicant's Copy পাবেন। Application Preview ও Applicant's Copy-তে প্রার্থী ছবি ও স্বাক্ষর অবশ্যই দৃশ্যমান হতে হবে। এই User ID ব্যবহার করে Teletalk BD Ltd. এর sms এর মাধ্যমে প্রাপ্ত নির্দেশনা অনুসরণ করে প্রার্থী বাংলাদেশ সিভিল সার্ভিস (বয়স, যোগ্যতা ও সরাসরি নিয়োগের জন্য পরীক্ষা) বিধিমালা, ২০১৪ এর বিধি ৯(৪) অনুযায়ী নিম্নোক্ত পদ্ধতিতে যে কোন Teletalk Pre-paid Mobile নম্বরের মাধ্যমে sms করে ৪৩তম বি.সি.এস. পরীক্ষা-২০২০ এর ফি ৭০০/- (সাতশত) টাকা জমা দিবেন। এই বিধিমালার বিধি ৯(৪)(খ) এর বিধানমতে ক্ষুদ্র নৃ-গোষ্ঠীভুক্ত প্রার্থী, প্রতিবন্ধী এবং তৃতীয় লিঙ্গের প্রার্থী পরীক্ষার ফি বাবদ ১০০/- (একশত) টাকা জমা দিবেন। উল্লেখ্য, ক্ষুদ্র নৃ-গোষ্ঠী/প্রতিবন্ধী/তৃতীয় লিঙ্গের প্রার্থী না হয়েও কোন প্রার্থী ১০০/- (একশত) টাকা ফি জমা করে ফরম পূরণ শেষে প্রবেশপত্র গ্রহণ করলেও আবেদনপত্র জমাদানের শেষ তারিখের পর আবেদনের পুনঃ অবেদন গ্রহণযোগ্য হবে না। লিখিত ও মৌখিক পরীক্ষার পূর্বে বা পরে যে কোন পর্যায়ে বর্ণিত শুরুতর (Substantive) ত্রুটির কারণে বিজ্ঞপ্তির শর্তানুযায়ী সংশ্লিষ্ট প্রার্থীর প্রার্থিতা বাতিল হবে। ১২.০ ফি জমা দেয়ার পদ্ধতি প্রথম SMS: BCS <space>User ID লিখে send করুন 16222 নম্বরে। Example : BCS QRNTCBTP Reply : Applicant's Name, Tk-700 (Tk-100 for Physically Disabled, Ethnic Minority Group and Third Gender Group Candidates) will be charged as Application Fee. Your PIN is (8 digit number) 12345678. To Pay Fee, type BCS < Space>Yes<Space>PIN and send to 16222. দ্বিতীয় SMS: BCS <space>Yes<Space>PIN লিখে send করুন 16222 নম্বরে। Example : BCS YES 12345678 Reply : Congratulations! Applicant's Name, payment completed successfully for 43rd BCS Examination-2020. User ID is (xxxxxxxx) and Password (xxxxxxxx). N.B.: For Lost Password, Please Type BCS<Space>HELP<Space>SSC Board <Space> SSC Roll<Space>SSC Year and send to 16222 ১৩.০ প্রবেশপত্র (Admit Card) ডাউনলোড বিজ্ঞপ্তির ১২.০ নম্বর অনুচ্ছেদে নির্দেশনা অনুসারে পরীক্ষার নির্ধারিত ফি প্রদান করলে টেলিটক হতে প্রেরিত sms বার্তায় প্রাপ্ত User ID এবং Password ব্যবহার করে প্রার্থী স্বয়ংক্রিয়ভাবে বরাদ্দকৃত রেজিস্ট্রেশন নম্বর সংবলিত প্রবেশপত্র ডাউনলোড করতে পারবেন। কেন্দ্রভিত্তিক রেজিস্ট্রেশন নম্বরের রেঞ্জ নিম্নে প্রদান করা হলো। কেন্দ্র রেজিস্ট্রেশন নম্বরের রেঞ্জ (বাংলা ভার্সন) রেজিস্ট্রেশন নম্বরের রেঞ্জ (ইংরেজি ভার্সন) ক. ঢাকা ১১০০০০০১-১১৯৯৯৯৯৯ ১১৫০০০০১-১১৯৯৯৯৯৯ খ. রাজশাহী ১২০০০০০১-১২৪৯৯৯৯৯ ১২৫০০০০১-১২৯৯৯৯৯৯ গ. চট্টগ্রাম ১৩০০০০০১-১৩৪৯৯৯৯৯ ১৩৫০০০০১-১৩৯৯৯৯৯৯ ঘ. খুলনা ১৪০০০০০১-১৪৪৯৯৯৯৯ ১৪৫০০০০১-১৪৯৯৯৯৯৯ ঙ. বরিশাল ১৫০০০০০১-১৫৪৯৯৯৯৯ ১৫৫০০০০১-১৫৯৯৯৯৯৯ চ. সিলেট ১৬০০০০০১-১৬৪৯৯৯৯৯ ১৬৫০০০০১-১৬৯৯৯৯৯৯ ছ. রংপুর ১৭০০০০০১-১৭৪৯৯৯৯৯ ১৭৫০০০০১-১৭৯৯৯৯৯৯ জ. ময়মনসিংহ ১৮০০০০০১-১৮৪৯৯৯৯৯ ১৮৫০০০০১-১৮৯৯৯৯৯৯ ১৪.০ একাধিক ফরম পূরণ নিষিদ্ধ কোন প্রার্থী ফি জমা দিয়ে চূড়ান্তভাবে অনলাইনে আবেদন করে প্রবেশপত্র গ্রহণ করার পর পুনরায় অনলাইনে আবেদন করতে পারবেন না। কোন প্রার্থী মিথ্যা, বিভ্রান্তিকর তথ্য দিয়ে একাধিকবার ফরম পূরণ করে একাধিক প্রবেশপত্র গ্রহণ করলে প্রতিষ্ঠানের যে কোন পর্যায়ে তার সকল আবেদন বাতিল হবে এবং কমিশন কর্তৃক ভবিষ্যতে যে কোন পরীক্ষায় অংশগ্রহণে অযোগ্য ঘোষিত হবেন এবং তার বিরুদ্ধে আইনানুগ ব্যবস্থা গ্রহণ করা হবে। ১৫.০ অনলাইনে BPSC Form-3 পূরণ লিখিত পরীক্ষায় কৃতকার্য প্রার্থীদের মৌখিক পরীক্ষার পূর্বে কমিশন কর্তৃক নির্ধারিত সময়ের মধ্যে Teletalk BD Ltd. এর Web Address: http://bpsc.teletalk.com.bd অথবা বাংলাদেশ সরকারী কর্ম কমিশনের Web Address: www.bpsc.gov.bd-এর মাধ্যমে অনলাইনে বিস্তারিত তথ্য সংবলিত BPSC Form-3 অনলাইনে পূরণ করতে হবে। এ বিষয়ে কমিশন কর্তৃক প্রেস বিজ্ঞপ্তি এবং BPSC Form-3 এর প্রতিটি অংশ পূরণের নির্দেশনা কমিশনের ওয়েবসাইটে প্রকাশ করা হবে। প্রার্থী অনলাইনে আবেদনপত্র পূরণের নির্দেশনা অনুযায়ী পূরণকৃত ছবিসহ সংক্ষিপ্ত ফরম (BPSC Form-3) ডাউনলোড করে একটি কপি নিজের কাছে সংরক্ষণ করবেন। ১৬.০ মৌখিক পরীক্ষার বোর্ডে BPSC Form-1 (Applicant's Copy)-সহ সংশ্লিষ্ট সনদ/ডকুমেন্টস জমাদান লিখিত পরীক্ষার ফলাফল প্রকাশের পর লিখিত পরীক্ষায় উত্তীর্ণ প্রার্থীদের মৌখিক পরীক্ষার সময়সূচী www.bpsc.gov.bd ওয়েবসাইটে অথবা টেলিটক বাংলাদেশ লিমিটেড এর http://bpsc.teletalk.com.bd ওয়েবসাইটে প্রকাশ করা হবে। প্রার্থী বি.সি.এস. পরীক্ষা-২০২০ এর আবেদনপত্রে প্রদত্ত তথ্যের স্বপক্ষে মৌখিক পরীক্ষার সময় নিম্নোক্ত প্রয়োজনীয় সনদপত্র/ডকুমেন্টস এর ২ (দুই) কপি সত্যায়িত ফটোকপি জমা দিতে হবে: ১৬.১ প্রার্থীর স্বাক্ষরযুক্ত এবং প্রথম শ্রেণির গেজেটেড কর্মকর্তা কর্তৃক সত্যায়িত তিন (০৩) কপি পাসপোর্ট সাইজের সত্যায়িত রঙিন ছবি BPSC Form-1 এর সাথে উপরে স্টেপলারের মাধ্যমে যুক্ত করতে হবে। ১৬.২ শিক্ষাগত যোগ্যতার প্রমাণস্বরূপ বোর্ড এবং বিশ্ববিদ্যালয়ের সকল মূল/সাময়িক সনদের সত্যায়িত ফটোকপি। অবতীর্ণ প্রার্থীদের ক্ষেত্রে সংশ্লিষ্ট পরীক্ষা হল ও শেষ হওয়ার তারিখসহ পরীক্ষা নিয়ন্ত্রক/বিভাগীয় প্রতিষ্ঠানের প্রধান কর্তৃক স্বাক্ষরিত অবতীর্ণ প্রার্থীর প্রত্যয়নপত্র জমা দিতে হবে। পরীক্ষা ফল ও শেষ হওয়ার তারিখ উল্লেখবিহীন কোন অবতীর্ণ প্রত্যয়নপত্র গ্রহণযোগ্য হবে না। অন্যথায়, মৌখিক পরীক্ষা গ্রহণ করা হবে না। ১৬.৩ যে সকল প্রার্থী স্নাতক/স্নাতকোত্তর (সমমান) ডিগ্রিধারী প্রার্থীদের জমাকৃত সনদ/মার্কশিট/টেস্টিমোনিয়ালে চাররা বছর মেয়াদি স্নাতক/স্নাতকোত্তর (সমমান) ডিগ্রি কোর্সে অধ্যয়ন করেছেন সেসব প্রার্থীদের জন্য সংশ্লিষ্ট পরীক্ষা নিয়ন্ত্রক/রেজিস্ট্রার কর্তৃক সনদ/মার্কশিট প্রদান না করা হলে সংশ্লিষ্ট বিশ্ববিদ্যালয়ের রেজিস্ট্রার/প্রতিষ্ঠান প্রধান কর্তৃক প্রদত্ত প্রত্যয়নপত্র জমা দিতে হবে। ১৬.৪ যে সকল প্রার্থী 'O-Level' এবং 'A-Level' পরীক্ষায় উত্তীর্ণ হয়েছেন, তাদের এসএসসি/এইচএসসি সমমান সনদ সংক্রান্ত সার্টিফিকেট এর কপি জমা দিতে হবে। ১৬.৫ বিদেশে থেকে অর্জিত ডিগ্রিধারী প্রার্থীদের ক্ষেত্রে বিজ্ঞপ্তির ১.২ অনুচ্ছেদ অনুযায়ী ইকুইভ্যালেন্স সনদের সত্যায়িত কপি। ১৬.৬ মেডিকেল ও ডেন্টাল প্রার্থীদের ইন্টার্নশিপ সমাপ্তির সনদ এবং বিএমডিসি কর্তৃক প্রদত্ত হালনাগাদ চূড়ান্ত রেজিস্ট্রেশন সনদের সত্যায়িত কপি। ১৬.৭ মুক্তিযোদ্ধার পুত্র-কন্যা হিসেবে আবেদনকারী প্রার্থীর জন্য মুক্তিযোদ্ধা পিতা/মাতার মুক্তিযোদ্ধা সনদের সত্যায়িত কপি। ১৬.৮ মুক্তিযুদ্ধ বিষয়ক মন্ত্রণালয়ের ০১.০২.২০০৯ তারিখের মুবিম/প্রশা-৩/গ-৩/০৫/১৪০ নং পরিপত্র মোতাবেক মুক্তিযোদ্ধা সনদ। ১৬.৯ প্রতিবন্ধী প্রার্থীদের ক্ষেত্রে সমাজসেবা অধিদপ্তরের অধীন সংশ্লিষ্ট উপজেলা/জেলা সমাজসেবা কর্মকর্তা প্রদত্ত প্রতিবন্ধী পরিচয়পত্রের সত্যায়িত কপি। ১৬.১০ তৃতীয় লিঙ্গভুক্ত প্রার্থীদের নিজ জেলার সিভিল সার্জন কর্তৃক প্রদত্ত সনদের সত্যায়িত কপি। ১৬.১১ প্রার্থী ক্ষুদ্র নৃ-গোষ্ঠী সম্প্রদায়ভুক্ত হলে সংশ্লিষ্ট জেলা প্রশাসক অথবা সার্কেল চিফ প্রদত্ত সনদের সত্যায়িত কপি। ১৬.১২ জাতীয় পরিচয়পত্র (NID) নম্বর ব্যতীত কোন প্রার্থী অনলাইনে আবেদন করতে পারবেন না। নির্বাচিত প্রার্থীদের মৌখিক পরীক্ষার সময় জাতীয় পরিচয়পত্রের সত্যায়িত কপি জমা দিতে হবে। ১৬.১৩ প্রার্থীর স্থায়ী ঠিকানা প্রমাণের জন্য ইউনিয়ন পরিষদের চেয়ারম্যান/পৌরসভার মেয়র/সিটি কর্পোরেশনের কাউন্সিলর প্রদত্ত নাগরিকত্ব সনদের সত্যায়িত কপি। ১৬.১৪ ছাড়পত্র: চাকরিরত প্রার্থীদের ক্ষেত্রে যথাযথ কর্তৃপক্ষের ছাড়পত্র মৌখিক পরীক্ষার সময় জমা দিতে হবে, অন্যথায় মৌখিক পরীক্ষা গ্রহণ করা হবে না। ১৬.১৫ অপসারণ আদেশ/ইস্তফাপত্র: চাকরি হতে অপসারিত (Removed) হয়েছেন অথবা চাকরি হতে ইস্তফা দিয়েছেন এমন প্রার্থীদের অপসারণ আদেশ/ইস্তফাপত্রের সত্যায়িত কপি জমা দিতে হবে। ১৬.১৬ প্রার্থী কর্তৃক আবেদনপত্রে বর্ণিত স্থায়ী ঠিকানা (Permanent Address) যদি ইতঃপূর্বে কোন সার্টিফিকেটে বা অন্য কোন ক্ষেত্রে ব্যবহৃত স্থায়ী ঠিকানা হতে ভিন্ন হয়, তাহলে সংশ্লিষ্ট প্রমাণপত্র জমা দিতে হবে। ১৬.১৭ প্রাক চাকরি-বৃত্তান্ত যাচাই ফরম (পুলিশ ভেরিফিকেশন ফরম): প্রাক চাকরি-বৃত্তান্ত যাচাই ফরম কমিশনের www.bpsc.gov.bd ওয়েবসাইটে যথাসময়ে আপলোড করা হবে। উক্ত ফরমের ০৩ (তিন) কপি জমা দিতে হবে। ১৬.১৮ মৌখিক পরীক্ষার বোর্ডে প্রার্থীকে অনলাইনে পূরণকৃত BPSC Form-3 অবশ্যিকভাবে জমা দিতে হবে। ১৬.১৯ বিদেশি নাগরিককে বিবাহ করে থাকলে সরকারের পূর্বানুমতির কপি জমা দিতে হবে। ১৬.২০ BPSC Form-1এর সংযুক্ত সকল ডকুমেন্টস অনুযায়ী যাচাইয়ের পর শুধু ত্রুটিমুক্ত আবেদনের ভিত্তিতে সংশ্লিষ্ট প্রার্থীদের মৌখিক পরীক্ষায় অংশগ্রহণের অনুমতি প্রদান করা হবে। কোন প্রার্থী মৌখিক পরীক্ষায় কৃতকার্য হলেও অবতীর্ণ প্রার্থীর ক্ষেত্রে পরবর্তী ৬০ দিনের মধ্যে মূল সনদ বা পুনঃমূল্যায়নের ফলাফল জমা দিতে হবে। ১৭.০ প্রিলিমিনারি টেস্ট অনুষ্ঠানের সম্ভাব্য তারিখ ৪৩তম বি.সি.এস. পরীক্ষা-২০২০ এর প্রিলিমিনারি টেস্ট ২০২১ সালের মার্চ মাসে অনুষ্ঠিত হতে পারে। সুনির্দিষ্ট তারিখ ও সময় পরবর্তীতে সংবাদপত্র ও কমিশনের ওয়েবসাইটের মাধ্যমে জানানো হবে। ১৮.০ প্রিলিমিনারি টেস্ট সংক্রান্ত জরুরি বিষয় ১৮.১ প্রার্থীদেরকে ২০০(দুইশত) নম্বরের একটি Multiple choice question (MCQ) type প্রিলিমিনারি টেস্টে অংশগ্রহণ করতে হবে। ১৮.২ এ পরীক্ষায় মোট ২০০ (দুইশত) টি প্রশ্ন থাকবে। প্রতিটি প্রশ্নের জন্য ১(এক) নম্বর থাকবে। প্রতিটি ভুল উত্তর এর জন্য ০.৫০ নম্বর কর্তন করা হবে। ১৮.৩ প্রিলিমিনারি টেস্টের MCQ উত্তরপত্র একটি গোপনীয় দলিল। এটি কোন প্রার্থী বা তার প্রতিনিধিকে প্রদর্শন করা হবে না। ১৮.৪ প্রিলিমিনারি টেস্টে উত্তীর্ণ প্রার্থীগণই কেবল লিখিত পরীক্ষায় অংশগ্রহণ করতে পারবেন। ১৮.৫ প্রিলিমিনারি টেস্টের বিস্তারিত সিলেবাস কমিশনের ওয়েবসাইটে পাওয়া যাবে। ১৯.০ প্রিলিমিনারি টেস্টের বিষয় ও নম্বর বণ্টন নিম্নে প্রদান করা হলো: ক্রমিক নম্বর বিষয়ের নাম নম্বর বণ্টন ১. বাংলা ভাষা ও সাহিত্য ৩৫ ২. ইংরেজি ভাষা ও সাহিত্য ৩৫ ৩. বাংলাদেশ বিষয়াবলি ৩০ ৪. আন্তর্জাতিক বিষয়াবলি ২০ ৫. ভূগোল (বাংলাদেশ ও বিশ্ব), পরিবেশ ও দুর্যোগ ব্যবস্থাপনা ১০ ৬. সাধারণ বিজ্ঞান ১৫ ৭. কম্পিউটার ও তথ্য প্রযুক্তি ১৫ ৮. গাণিতিক যুক্তি ১৫ ৯. মানসিক দক্ষতা ১৫ ১০. নৈতিকতা, মূল্যবোধ ও সুশাসন ১০ মোট ২০০ ২০.০ পরীক্ষাকেন্দ্র প্রিলিমিনারি টেস্ট এবং লিখিত পরীক্ষা ঢাকা, চট্টগ্রাম, রাজশাহী, খুলনা, বরিশাল, সিলেট, রংপুর ও ময়মনসিংহ কেন্দ্রে অনুষ্ঠিত হবে। প্রিলিমিনারি টেস্ট/লিখিত পরীক্ষার জন্য প্রার্থী অনলাইন আবেদনপত্রে উল্লিখিত কেন্দ্রে পরীক্ষায় অংশগ্রহণ করতে হবে। তবে, মৌখিক পরীক্ষা কেবলমাত্র ঢাকায় অনুষ্ঠিত হবে। কেন্দ্র পরিবর্তনের কোন আবেদন গ্রহণ করা হবে না। <box>813 109 1527 1702</box>
cadre-vacancy-table <box>39 132 774 640</box>
list-item <box>813 1112 1527 1126</box>
list-item <box>813 1030 1527 1044</box>
subject-cell: ৫. <box>910 1520 983 1538</box>
section-heading: চাকরিরত প্রার্থী <box>78 1122 146 1135</box>
table-row <box>910 1538 1360 1555</box>
section-heading: বয়সসীমা (Age limit) : ০১ নভেম্বর ২০২০ তারিখে বয়স <box>78 930 348 943</box>
masthead-rule <box>32 90 1536 92</box>
item-number: ১৬.১৯ <box>860 1222 889 1234</box>
code-a-cell: ১৭০ <box>658 499 712 555</box>
range-cell: ঙ. বরিশাল <box>886 569 979 585</box>
range-cell: ১৮৫০০০০১-১৮৯৯৯৯৯৯ <box>1208 617 1448 633</box>
post-name-cell: ওয়ার্কশপ সুপার (ইলেকট্রিক্যাল) পলিটেকনিক ইনস্টিটিউট <box>251 269 411 299</box>
range-cell: ১৭০০০০০১-১৭৪৯৯৯৯৯ <box>978 601 1208 617</box>
list-item <box>813 1382 1527 1395</box>
item-number: ১৬.১ <box>860 840 883 852</box>
subject-cell: ১০. <box>910 1608 983 1626</box>
list-item <box>813 1017 1527 1030</box>
item-number: ১৬.৬ <box>860 990 883 1002</box>
para-11: অনলাইনে আবেদনপত্র (BPSC Form-1) যথাযথভাবে পূরণ করে নির্দেশনা অনুযায়ী ছবি ও স্বাক্ষর আপলোড করে নিবন্ধন সম্পন্ন হলে ছবিসহ Application Preview দেখা যাবে। নির্ভুলভাবে আবেদনপত্র জমা সম্পন্ন হলে প্রার্থী অনলাইনে একটি User ID সহ ছবি ও স্বাক্ষরযুক্ত একটি Applicant's Copy পাবেন। Application Preview ও Applicant's Copy-তে প্রার্থী ছবি ও স্বাক্ষর অবশ্যই দৃশ্যমান হতে হবে। এই User ID ব্যবহার করে Teletalk BD Ltd. এর sms এর মাধ্যমে প্রাপ্ত নির্দেশনা অনুসরণ করে প্রার্থী বাংলাদেশ সিভিল সার্ভিস (বয়স, যোগ্যতা ও সরাসরি নিয়োগের জন্য পরীক্ষা) বিধিমালা, ২০১৪ এর বিধি ৯(৪) অনুযায়ী নিম্নোক্ত পদ্ধতিতে যে কোন Teletalk Pre-paid Mobile নম্বরের মাধ্যমে sms করে ৪৩তম বি.সি.এস. পরীক্ষা-২০২০ এর ফি ৭০০/- (সাতশত) টাকা জমা দিবেন। এই বিধিমালার বিধি ৯(৪)(খ) এর বিধানমতে ক্ষুদ্র নৃ-গোষ্ঠীভুক্ত প্রার্থী, প্রতিবন্ধী এবং তৃতীয় লিঙ্গের প্রার্থী পরীক্ষার ফি বাবদ ১০০/- (একশত) টাকা জমা দিবেন। উল্লেখ্য, ক্ষুদ্র নৃ-গোষ্ঠী/প্রতিবন্ধী/তৃতীয় লিঙ্গের প্রার্থী না হয়েও কোন প্রার্থী ১০০/- (একশত) টাকা ফি জমা করে ফরম পূরণ শেষে প্রবেশপত্র গ্রহণ করলেও আবেদনপত্র জমাদানের শেষ তারিখের পর আবেদনের পুনঃ অবেদন গ্রহণযোগ্য হবে না। লিখিত ও মৌখিক পরীক্ষার পূর্বে বা পরে যে কোন পর্যায়ে বর্ণিত শুরুতর (Substantive) ত্রুটির কারণে বিজ্ঞপ্তির শর্তানুযায়ী সংশ্লিষ্ট প্রার্থীর প্রার্থিতা বাতিল হবে। <box>860 137 1527 258</box>
code-a-cell: ১৭০ <box>658 388 712 431</box>
table-row <box>910 1573 1360 1591</box>
subtotal-label: মোট = <box>40 623 411 640</box>
item-text: মৌখিক পরীক্ষার বোর্ডে প্রার্থীকে অনলাইনে পূরণকৃত BPSC Form-3 অবশ্যিকভাবে জমা দিতে হবে। <box>909 1209 1304 1221</box>
list-item <box>813 975 1527 989</box>
item-text: প্রাক চাকরি-বৃত্তান্ত যাচাই ফরম (পুলিশ ভেরিফিকেশন ফরম): প্রাক চাকরি-বৃত্তান্ত যাচাই ফরম কমিশনের www.bpsc.gov.bd ওয়েবসাইটে যথাসময়ে আপলোড করা হবে। উক্ত ফরমের ০৩ (তিন) কপি জমা দিতে হবে। <box>909 1181 1527 1207</box>
sms-reply-2: Reply : Congratulations! Applicant's Name, payment completed successfully for 43rd BCS Examination-2020. User ID is (xxxxxxxx) and Password (xxxxxxxx). <box>860 380 1527 408</box>
range-cell: ১৪০০০০০১-১৪৪৯৯৯৯৯ <box>978 552 1208 569</box>
para-2-4: Applicant's Copy-তে বর্ণিত সময় অনুযায়ী (অর্থাৎ ৭২ ঘণ্টা) প্রার্থীগণ ফি জমাদান সম্পন্ন করতে হবে। শেষ তারিখ ও সময়ের জন্য অপেক্ষা না করে সময় থাকতে আবেদন করতে পরামর্শ দেয়া হচ্ছে। <box>91 898 773 924</box>
item-number: ১৬.৪ <box>860 949 883 961</box>
cadre-code: ৬৪০ <box>170 318 189 330</box>
range-cell: ১৭৫০০০০১-১৭৯৯৯৯৯৯ <box>1208 601 1448 617</box>
list-item <box>813 948 1527 975</box>
list-item <box>813 1222 1527 1235</box>
section-heading: প্রবেশপত্র (Admit Card) ডাউনলোড <box>850 429 1032 442</box>
code-a-cell: ৩০৩ <box>658 214 712 269</box>
item-number: ১৬.১৭ <box>860 1181 889 1193</box>
item-text: শিক্ষাগত যোগ্যতার প্রমাণস্বরূপ বোর্ড এবং বিশ্ববিদ্যালয়ের সকল মূল/সাময়িক সনদের সত্যায়িত ফটোকপি। অবতীর্ণ প্রার্থীদের ক্ষেত্রে সংশ্লিষ্ট পরীক্ষা হল ও শেষ হওয়ার তারিখসহ পরীক্ষা নিয়ন্ত্রক/বিভাগীয় প্রতিষ্ঠানের প্রধান কর্তৃক স্বাক্ষরিত অবতীর্ণ প্রার্থীর প্রত্যয়নপত্র জমা দিতে হবে। পরীক্ষা ফল ও শেষ হওয়ার তারিখ উল্লেখবিহীন কোন অবতীর্ণ প্রত্যয়নপত্র গ্রহণযোগ্য হবে না। অন্যথায়, মৌখিক পরীক্ষা গ্রহণ করা হবে না। <box>909 867 1527 906</box>
subject-cell: ভূগোল (বাংলাদেশ ও বিশ্ব), পরিবেশ ও দুর্যোগ ব্যবস্থাপনা <box>983 1520 1291 1538</box>
table-row <box>886 569 1448 585</box>
para-2-3: আবেদনপত্র জমাদানের শেষ তারিখ ৩১.০১.২০২১ তারিখ, সন্ধ্যা ৬:০০ মিনিটের মধ্যে প্রাপ্ত User ID ব্যবহার করে পরবর্তী ৭২ ঘণ্টা (অর্থাৎ ০৩.০২.২০২১ তারিখ, সন্ধ্যা ৬:০০ মিনিট পর্যন্ত) SMS এর মাধ্যমে (নির্দেশনা ১২.০ অনুযায়ী) পরীক্ষার ফি জমা দিতে পারবেন। নির্ধারিত তারিখ ও সময়ের পর কোন আবেদনপত্র গ্রহণ করা হবে না। <box>91 871 773 897</box>
item-text: মুক্তিযুদ্ধ বিষয়ক মন্ত্রণালয়ের ০১.০২.২০০৯ তারিখের মুবিম/প্রশা-৩/গ-৩/০৫/১৪০ নং পরিপত্র মোতাবেক মুক্তিযোদ্ধা সনদ। <box>909 1017 1389 1029</box>
serial-cell: ১৬. <box>203 431 251 499</box>
form-option: (i) Application Form for General Cadres <box>121 1264 317 1277</box>
post-name-cell: ওয়ার্কশপ সুপার (ইলেকট্রনিক্স) পলিটেকনিক ইনস্টিটিউট <box>251 329 411 359</box>
post-count-cell: ০১ <box>411 431 462 499</box>
table-row <box>910 1555 1360 1573</box>
para-15: লিখিত পরীক্ষায় কৃতকার্য প্রার্থীদের মৌখিক পরীক্ষার পূর্বে কমিশন কর্তৃক নির্ধারিত সময়ের মধ্যে Teletalk BD Ltd. এর Web Address: http://bpsc.teletalk.com.bd অথবা বাংলাদেশ সরকারী কর্ম কমিশনের Web Address: www.bpsc.gov.bd-এর মাধ্যমে অনলাইনে বিস্তারিত তথ্য সংবলিত BPSC Form-3 অনলাইনে পূরণ করতে হবে। এ বিষয়ে কমিশন কর্তৃক প্রেস বিজ্ঞপ্তি এবং BPSC Form-3 এর প্রতিটি অংশ পূরণের নির্দেশনা কমিশনের ওয়েবসাইটে প্রকাশ করা হবে। প্রার্থী অনলাইনে আবেদনপত্র পূরণের নির্দেশনা অনুযায়ী পূরণকৃত ছবিসহ সংক্ষিপ্ত ফরম (BPSC Form-3) ডাউনলোড করে একটি কপি নিজের কাছে সংরক্ষণ করবেন। <box>860 712 1527 778</box>
item-text: বিদেশে থেকে অর্জিত ডিগ্রিধারী প্রার্থীদের ক্ষেত্রে বিজ্ঞপ্তির ১.২ অনুচ্ছেদ অনুযায়ী ইকুইভ্যালেন্স সনদের সত্যায়িত কপি। <box>909 976 1376 988</box>
example-label: Example : <box>974 299 1024 311</box>
item-number: ১৬.১২ <box>860 1072 889 1084</box>
item-text: প্রার্থী কর্তৃক আবেদনপত্রে বর্ণিত স্থায়ী ঠিকানা (Permanent Address) যদি ইতঃপূর্বে কোন সার্টিফিকেটে বা অন্য কোন ক্ষেত্রে ব্যবহৃত স্থায়ী ঠিকানা হতে ভিন্ন হয়, তাহলে সংশ্লিষ্ট প্রমাণপত্র জমা দিতে হবে। <box>909 1154 1527 1180</box>
subject-cell: ৬. <box>910 1538 983 1555</box>
item-number: ১৬.৫ <box>860 976 883 988</box>
section-heading: পরীক্ষাকেন্দ্র <box>850 1649 901 1661</box>
item-text: মুক্তিযোদ্ধার পুত্র-কন্যা হিসেবে আবেদনকারী প্রার্থীর জন্য মুক্তিযোদ্ধা পিতা/মাতার মুক্তিযোদ্ধা সনদের সত্যায়িত কপি। <box>909 1004 1366 1016</box>
item-text: প্রতিবন্ধী প্রার্থীদের ক্ষেত্রে সমাজসেবা অধিদপ্তরের অধীন সংশ্লিষ্ট উপজেলা/জেলা সমাজসেবা কর্মকর্তা প্রদত্ত প্রতিবন্ধী পরিচয়পত্রের সত্যায়িত কপি। <box>909 1031 1486 1043</box>
section-1: ১.০ বিশেষ নির্দেশনা ১.১ নতুন পদসৃষ্টি, পদবিলুপ্তি, পদোন্নতি, কর্মকর্তার অবসর গ্রহণ, মৃত্যু, পদত্যাগ অথবা অন্যান্য ইত্যাদি কারণে বিজ্ঞাপিত শূন্য পদের সংখ্যা পরিবর্তন হতে পারে। ১.২ ইকুইভ্যালেন্স সনদ : বিজ্ঞাপিত ক্যাডার পদসমূহের জন্য কোন প্রার্থীর নির্ধারিত শিক্ষাগত যোগ্যতা না থাকলে উক্ত প্রার্থী আবেদন করতে পারবেন না। কোন প্রার্থী বিদেশ হতে অর্জিত কোন ডিগ্রিতে বিজ্ঞাপিত বি.সি.এস. ক্যাডার পদসমূহের জন্য প্রযোজ্য শিক্ষাগত যোগ্যতার সমমানের দাবি করলে তাকে সে মর্মে ইকুইভ্যালেন্স সনদের সত্যায়িত কপি মৌখিক পরীক্ষার বোর্ডে জমা দিতে হবে। ইকুইভ্যালেন্স সনদের জন্য মেডিকেল ডিগ্রিধারীদের বি.এম.ডি.সি.-র সঙ্গে, ডি.ভি.এম. ডিগ্রিধারীদের ক্ষেত্রে ভেটেরিনারি কাউন্সিল এবং অন্যান্য বিষয়ে ডিগ্রিধারীদের শিক্ষা মন্ত্রণালয়/বিশ্ববিদ্যালয় মঞ্জুরি কমিশনের সঙ্গে যোগাযোগ করতে পরামর্শ দেয়া হচ্ছে। উক্ত ইকুইভ্যালেন্স সনদের মূলকপি মৌখিক পরীক্ষার সময় সাক্ষাতকার বোর্ডে অবশ্যই উপস্থাপন করতে হবে; অন্যথায় মৌখিক পরীক্ষা গ্রহণ করা হবে না। ১.৩ অনার্স প্রার্থীর যোগ্যতা : যদি কোন প্রার্থী এমন কোন পরীক্ষায় অবতীর্ণ হয়ে থাকেন যে পরীক্ষায় পাশ করলে তিনি ৪৩তম বি.সি.এস. (১.২) এ অনুচ্ছেদের যোগ্যতা অর্জন করবেন এবং যদি তার ঐ পরীক্ষার ফলাফল ৪৩তম বি.সি.এস. পরীক্ষা-২০২০ এর আবেদনপত্র দাখিলের শেষ তারিখ পর্যন্ত প্রকাশিত না হয় তাহলেও তিনি অবতীর্ণ প্রার্থী হিসেবে অনলাইনে আবেদনপত্র দাখিল করতে পারবেন, তবে তা সাময়িকভাবে গ্রহণ করা হবে। কেবল শেষ পরীক্ষায় অবতীর্ণ প্রার্থী হিসেবে বিবেচনা করা হবে যার মূল স্নাতক/স্নাতকোত্তর পর্যায়ের সকল লিখিত পরীক্ষা ৪৩তম বি.সি.এস. পরীক্ষা-২০২০ এর আবেদনপত্র গ্রহণের শেষ তারিখের মধ্যে সমাপ্ত হয়েছে। ২.০ অনলাইনে ৪৩তম বি.সি.এস. পরীক্ষা-২০২০ এর আবেদনপত্র (BPSC Form-1) পূরণ এবং পরীক্ষার ফি জমাদানের সময় ২.১ আবেদনপত্র পূরণ ও ফি জমাদান শুরুর তারিখ ও সময়: ৩০.১২.২০২০ তারিখ, সকাল ১০:০০ মিনিট। ২.২ আবেদনপত্র জমাদানের শেষ তারিখ ও সময়: ৩১.০১.২০২১ তারিখ, সন্ধ্যা ৬:০০ মিনিট। ২.৩ আবেদনপত্র জমাদানের শেষ তারিখ ৩১.০১.২০২১ তারিখ, সন্ধ্যা ৬:০০ মিনিটের মধ্যে প্রাপ্ত User ID ব্যবহার করে পরবর্তী ৭২ ঘণ্টা (অর্থাৎ ০৩.০২.২০২১ তারিখ, সন্ধ্যা ৬:০০ মিনিট পর্যন্ত) SMS এর মাধ্যমে (নির্দেশনা ১২.০ অনুযায়ী) পরীক্ষার ফি জমা দিতে পারবেন। নির্ধারিত তারিখ ও সময়ের পর কোন আবেদনপত্র গ্রহণ করা হবে না। ২.৪ Applicant's Copy-তে বর্ণিত সময় অনুযায়ী (অর্থাৎ ৭২ ঘণ্টা) প্রার্থীগণ ফি জমাদান সম্পন্ন করতে হবে। শেষ তারিখ ও সময়ের জন্য অপেক্ষা না করে সময় থাকতে আবেদন করতে পরামর্শ দেয়া হচ্ছে। ৩.০ বয়সসীমা (Age limit) : ০১ নভেম্বর ২০২০ তারিখে বয়স ৩.১ মুক্তিযোদ্ধা/শহীদ মুক্তিযোদ্ধাদের পুত্র-কন্যা, প্রতিবন্ধী প্রার্থী এবং বি.সি.এস. (স্বাস্থ্য) ক্যাডারের প্রার্থী ছাড়া অন্যান্য সকল ক্যাডারের প্রার্থীর জন্য বয়স ২১ হতে ৩০ বছর (জন্ম তারিখ সর্বনিম্ন ০২.১১.১৯৮৯, সর্বোচ্চ ০১.১১.১৯৯০ পর্যন্ত)। ৩.২ মুক্তিযোদ্ধা/শহীদ মুক্তিযোদ্ধাদের পুত্র-কন্যা, প্রতিবন্ধী প্রার্থী এবং বি.সি.এস. (স্বাস্থ্য) ক্যাডারের প্রার্থীর জন্য বয়স ২১ হতে ৩২ বছর (জন্ম তারিখ সর্বনিম্ন ০২.১১.১৯৮৭, সর্বোচ্চ ০১.১১.১৯৯৯ পর্যন্ত)। ৩.৩ বি.সি.এস. (সাধারণ শিক্ষা) ক্যাডারের প্রভাষক এবং ক্ষুদ্র নৃ-গোষ্ঠীর প্রার্থীর জন্য বয়সসীমা ২১ হতে ৩২ বছর (জন্ম তারিখ সর্বনিম্ন ০২.১১.১৯৮৮ সর্বোচ্চ ০২.১১.১৯৯৮ পর্যন্ত)। ৩.৪ প্রার্থীর বয়স কম বা বেশি হলে আবেদনপত্র গ্রহণযোগ্য হবে না। ৪.০ নাগরিকত্ব (Nationality) ৪.১ প্রার্থীকে অবশ্যই বাংলাদেশের নাগরিক হতে হবে। ৪.২ সরকারের পূর্বানুমতি ব্যতিরেকে কোন প্রার্থী কোন বিদেশি নাগরিককে বিবাহ করলে বা বিবাহ করতে প্রতিজ্ঞাবদ্ধ হলে তিনি অযোগ্য বিবেচিত হবেন। ৫.০ লিঙ্গ (Gender) লিঙ্গ নির্বিশেষে বিজ্ঞাপিত যোগ্যতাধারী বাংলাদেশের যে কোন নাগরিক ৪৩তম বি.সি.এস. পরীক্ষা-২০২০ এ অংশগ্রহণের জন্য যোগ্য হবেন। ৬.০ চাকরিরত প্রার্থী প্রজাতন্ত্রের কর্মে অথবা স্থানীয় কর্তৃপক্ষের অধীন চাকরিরত প্রার্থীদের মধ্যে যোগ্যতাসম্পন্ন ও নির্ধারিত বয়সের প্রার্থীরা নিয়োগকারী কর্তৃপক্ষের অনুমতিক্রমে আবেদন করতে পারবেন। ৭.০ অনলাইনে আবেদনপত্র (BPSC Form-1) পূরণ পদ্ধতি ৭.১ প্রার্থী Teletalk BD Ltd. এর Web Address: http://bpsc.teletalk.com.bd অথবা বাংলাদেশ সরকারী কর্ম কমিশনের Web Address: www.bpsc.gov.bd এর মাধ্যমে কমিশন কর্তৃক নির্ধারিত অনলাইন আবেদনপত্র (BPSC Form-1) পূরণ করে নির্ধারিত সময়ের মধ্যে অনলাইনে রেজিস্ট্রেশন কার্যক্রম এবং ফি জমাদান সম্পন্ন করবেন। বর্তিত ওয়েবসাইটে ৪৩তম বি.সি.এস. পরীক্ষা-২০২০ এর বিজ্ঞপ্তি, অনলাইনে আবেদনপত্র পূরণের বিস্তারিত নির্দেশনা ও নির্ধারিত BPSC Form-1 দৃশ্যমান হবে। অনলাইনে আবেদনপত্র (BPSC Form-1) পূরণের বিষয়ে '৪৩তম বি.সি.এস. পরীক্ষা-২০২০ এর আবেদনপত্র (BPSC Form-1) অনলাইনে পূরণ, sms-এর মাধ্যমে 'ফি' জমাদান এবং Admit Card প্রাপ্তি' সংক্রান্ত বিস্তারিত নির্দেশনা শিরোনামের মেনু থাকবে। অনলাইনে ফরম পূরণের পূর্বে প্রার্থী উক্ত নির্দেশনা অনুসরণ করবেন। প্রার্থী ক্যাডার চয়েস অনুযায়ী নিম্নবর্ণিত ০৩ (তিন) ক্যাটাগরির যে কোন একটি Application Form-এর মাধ্যমে আবেদন করবেন: (i) Application Form for General Cadres (ii) Application Form for Technical/Professional Cadres (iii) Application Form for General and Technical/Professional (both) Cadres ৭.২ প্রার্থী শুধু General Cadre এর প্রার্থী হতে ইচ্ছুক হলে General Cadre এর Application form এর বাটন ক্লিক করলে general cadre এর Application form দৃশ্যমান হবে। অনুরূপভাবে General, Technical/Professional ক্যাডারের প্রার্থী হতে ইচ্ছুক হলে তাকে Both cadre এর ফরম নির্ধারিত বাটনটি ক্লিক করলে নির্ধারিত Both cadre এর আবেদনপত্র দৃশ্যমান হবে। কাঙ্ক্ষিত BCS Application Form দৃশ্যমান হলে প্রার্থী ফরমের প্রতিটি অংশ নির্দেশনা অনুযায়ী পূরণ করতে হবে। ৭.৩ BCS Application Form-এ ৩টি অংশ রয়েছে: Part-1: Personal Information, Part-2: Educational Qualification, Part-3: Cadre Option. BCS Application Form পূরণ সংক্রান্ত বিস্তারিত নির্দেশনা এবং BCS Application Form এর প্রতিটি field এ প্রদত্ত সহায়ক নির্দেশনা অনুসরণ করতে হবে। ৮.০ ঘোষণা (Declaration) প্রার্থীকে অনলাইন আবেদনপত্রের (BPSC Form-1) ডিক্লারেশন অংশে এ মর্মে ঘোষণা দিতে হবে যে, প্রার্থী আবেদনপত্রে প্রদত্ত সকল তথ্য ঠিক এবং সত্য। প্রদত্ত তথ্য অসত্য বা মিথ্যা প্রমাণ হলে অথবা কোন অযোগ্যতা ধরা পড়লে বা কোন প্রতারণা বা দুর্নীতির আশ্রয় গ্রহণ করলে প্রার্থীর আবেদনপত্র পরীক্ষার পূর্বে বা পরে, এমনকি নিয়োগের পরে যে কোন পর্যায়ে প্রার্থিতা বা নিয়োগ বাতিল করার সুপারিশ এবং কমিশন কর্তৃক প্রার্থীর বিরুদ্ধে বিসিএস পরীক্ষা/কমিশনের যে কোন পরীক্ষায় অংশগ্রহণের অযোগ্য ঘোষণাসহ তার বিরুদ্ধে আইনানুগ ব্যবস্থা গ্রহণ করা হবে। ৯.০ ছবি (Photo) আপলোড BPSC Form-1 এর Part-1, Part-2 এবং Part-3 সফলভাবে পূরণ সম্পন্ন হলে Application Preview দেখা যাবে। Preview এর নির্ধারিত স্থানে প্রার্থীকে (দৈর্ঘ্য x প্রস্থ) 300 x 300 pixel এর কম বা বেশি নয় এবং File Size 100 KB এর বেশি গ্রহণযোগ্য নয়, এমন রঙিন ছবি আপলোড করতে হবে। ছবি অবশ্যই রঙিন ছবি গ্রহণযোগ্য হবে না। সাদা-কালো ছবি গ্রহণযোগ্য হবে না। Applicant's Copy-তে ছবি মুদ্রিত না হলে আবেদনপত্র বাতিল হবে। সাদাপ্রসঙ্গ বা কালো ছবি ঘাম যাবে না। Home Page-এর Help Menu-তে ক্লিক করলে Photo এবং Signature সম্পর্কে বিস্তারিত নির্দেশনা পাওয়া যাবে। ১০.০ স্বাক্ষর (Signature) আপলোড Application Preview-তে স্বাক্ষরের জন্য নির্ধারিত স্থানে (দৈর্ঘ্য x প্রস্থ) 300 x 80 pixel এর কম বা বেশি নয় এবং File Size 60 KB এর বেশি নয় এমন প্রার্থীর স্বাক্ষর আপলোড করতে হবে। Applicant's Copy-তে স্বাক্ষর মুদ্রিত না হলে আবেদনপত্র বাতিল হবে। <box>41 674 773 1569</box>
range-cell: ১৬০০০০০১-১৬৪৯৯৯৯৯ <box>978 585 1208 601</box>
serial-cell: ১১. <box>203 269 251 299</box>
item-number: ১৬.৭ <box>860 1004 883 1016</box>
qualification-cell: কোন স্বীকৃত বিশ্ববিদ্যালয় হতে সংশ্লিষ্ট বিষয়ে প্রথম শ্রেণি বা সমমানের জি.পি.এ. তে স্নাতকোত্তর ডিগ্রি। অথবা কোন স্বীকৃত বিশ্ববিদ্যালয় হতে সংশ্লিষ্ট বিষয়ে দ্বিতীয় শ্রেণি বা সমমানের জি.পি.এ. তে সম্মানসহ দ্বিতীয় শ্রেণি বা সমমানের জি.পি.এ. তে স্নাতকোত্তর ডিগ্রি। <box>462 133 658 214</box>
subject-cell: ১৫ <box>1291 1538 1359 1555</box>
table-row <box>40 133 774 214</box>
section-heading: ফি জমা দেয়ার পদ্ধতি <box>850 264 947 277</box>
item-text: প্রার্থী ক্ষুদ্র নৃ-গোষ্ঠী সম্প্রদায়ভুক্ত হলে সংশ্লিষ্ট জেলা প্রশাসক অথবা সার্কেল চিফ প্রদত্ত সনদের সত্যায়িত কপি। <box>909 1058 1340 1070</box>
subject-cell: ২. <box>910 1467 983 1485</box>
serial-cell: ১৩. <box>203 329 251 359</box>
code-a-cell: ৩০৮ <box>658 359 712 388</box>
para-3-3: বি.সি.এস. (সাধারণ শিক্ষা) ক্যাডারের প্রভাষক এবং ক্ষুদ্র নৃ-গোষ্ঠীর প্রার্থীর জন্য বয়সসীমা ২১ হতে ৩২ বছর (জন্ম তারিখ সর্বনিম্ন ০২.১১.১৯৮৮ সর্বোচ্চ ০২.১১.১৯৯৮ পর্যন্ত)। <box>91 999 773 1025</box>
qualification-cell: -ঐ- <box>462 299 658 329</box>
post-count-cell: ০১ <box>411 499 462 555</box>
code-b-cell: ৮৮১ <box>712 269 774 299</box>
subject-cell: ১০ <box>1291 1608 1359 1626</box>
range-cell: ১২০০০০০১-১২৪৯৯৯৯৯ <box>978 520 1208 536</box>
post-count-cell: ০৪ <box>411 269 462 299</box>
section-heading: মৌখিক পরীক্ষার বোর্ডে BPSC Form-1 (Applicant's Copy)-সহ সংশ্লিষ্ট সনদ/ডকুমেন্টস জমাদান <box>850 784 1321 797</box>
qualification-cell: -ঐ- <box>462 329 658 359</box>
range-cell: ১৬৫০০০০১-১৬৯৯৯৯৯৯ <box>1208 585 1448 601</box>
list-item <box>813 1099 1527 1112</box>
item-text: মেডিকেল ও ডেন্টাল প্রার্থীদের ইন্টার্নশিপ সমাপ্তির সনদ এবং বিএমডিসি কর্তৃক প্রদত্ত হালনাগাদ চূড়ান্ত রেজিস্ট্রেশন সনদের সত্যায়িত কপি। <box>909 990 1451 1002</box>
para-20: প্রিলিমিনারি টেস্ট এবং লিখিত পরীক্ষা ঢাকা, চট্টগ্রাম, রাজশাহী, খুলনা, বরিশাল, সিলেট, রংপুর ও ময়মনসিংহ কেন্দ্রে অনুষ্ঠিত হবে। প্রিলিমিনারি টেস্ট/লিখিত পরীক্ষার জন্য প্রার্থী অনলাইন আবেদনপত্রে উল্লিখিত কেন্দ্রে পরীক্ষায় অংশগ্রহণ করতে হবে। তবে, মৌখিক পরীক্ষা কেবলমাত্র ঢাকায় অনুষ্ঠিত হবে। কেন্দ্র পরিবর্তনের কোন আবেদন গ্রহণ করা হবে না। <box>860 1663 1527 1702</box>
item-text: যে সকল প্রার্থী স্নাতক/স্নাতকোত্তর (সমমান) ডিগ্রিধারী প্রার্থীদের জমাকৃত সনদ/মার্কশিট/টেস্টিমোনিয়ালে চাররা বছর মেয়াদি স্নাতক/স্নাতকোত্তর (সমমান) ডিগ্রি কোর্সে অধ্যয়ন করেছেন সেসব প্রার্থীদের জন্য সংশ্লিষ্ট পরীক্ষা নিয়ন্ত্রক/রেজিস্ট্রার কর্তৃক সনদ/মার্কশিট প্রদান না করা হলে সংশ্লিষ্ট বিশ্ববিদ্যালয়ের রেজিস্ট্রার/প্রতিষ্ঠান প্রধান কর্তৃক প্রদত্ত প্রত্যয়নপত্র জমা দিতে হবে। <box>909 908 1527 947</box>
list-item <box>813 1003 1527 1017</box>
table-row <box>910 1608 1360 1626</box>
serial-cell: ১৮. <box>203 555 251 623</box>
code-b-cell: ৯০১ <box>712 299 774 329</box>
date-block <box>32 27 254 66</box>
subject-cell: ৩০ <box>1291 1485 1359 1502</box>
qualification-cell: -ঐ- <box>462 269 658 299</box>
item-text: জাতীয় পরিচয়পত্র (NID) নম্বর ব্যতীত কোন প্রার্থী অনলাইনে আবেদন করতে পারবেন না। নির্বাচিত প্রার্থীদের মৌখিক পরীক্ষার সময় জাতীয় পরিচয়পত্রের সত্যায়িত কপি জমা দিতে হবে। <box>909 1072 1527 1098</box>
item-text: প্রিলিমিনারি টেস্টে উত্তীর্ণ প্রার্থীগণই কেবল লিখিত পরীক্ষায় অংশগ্রহণ করতে পারবেন। <box>909 1382 1250 1394</box>
